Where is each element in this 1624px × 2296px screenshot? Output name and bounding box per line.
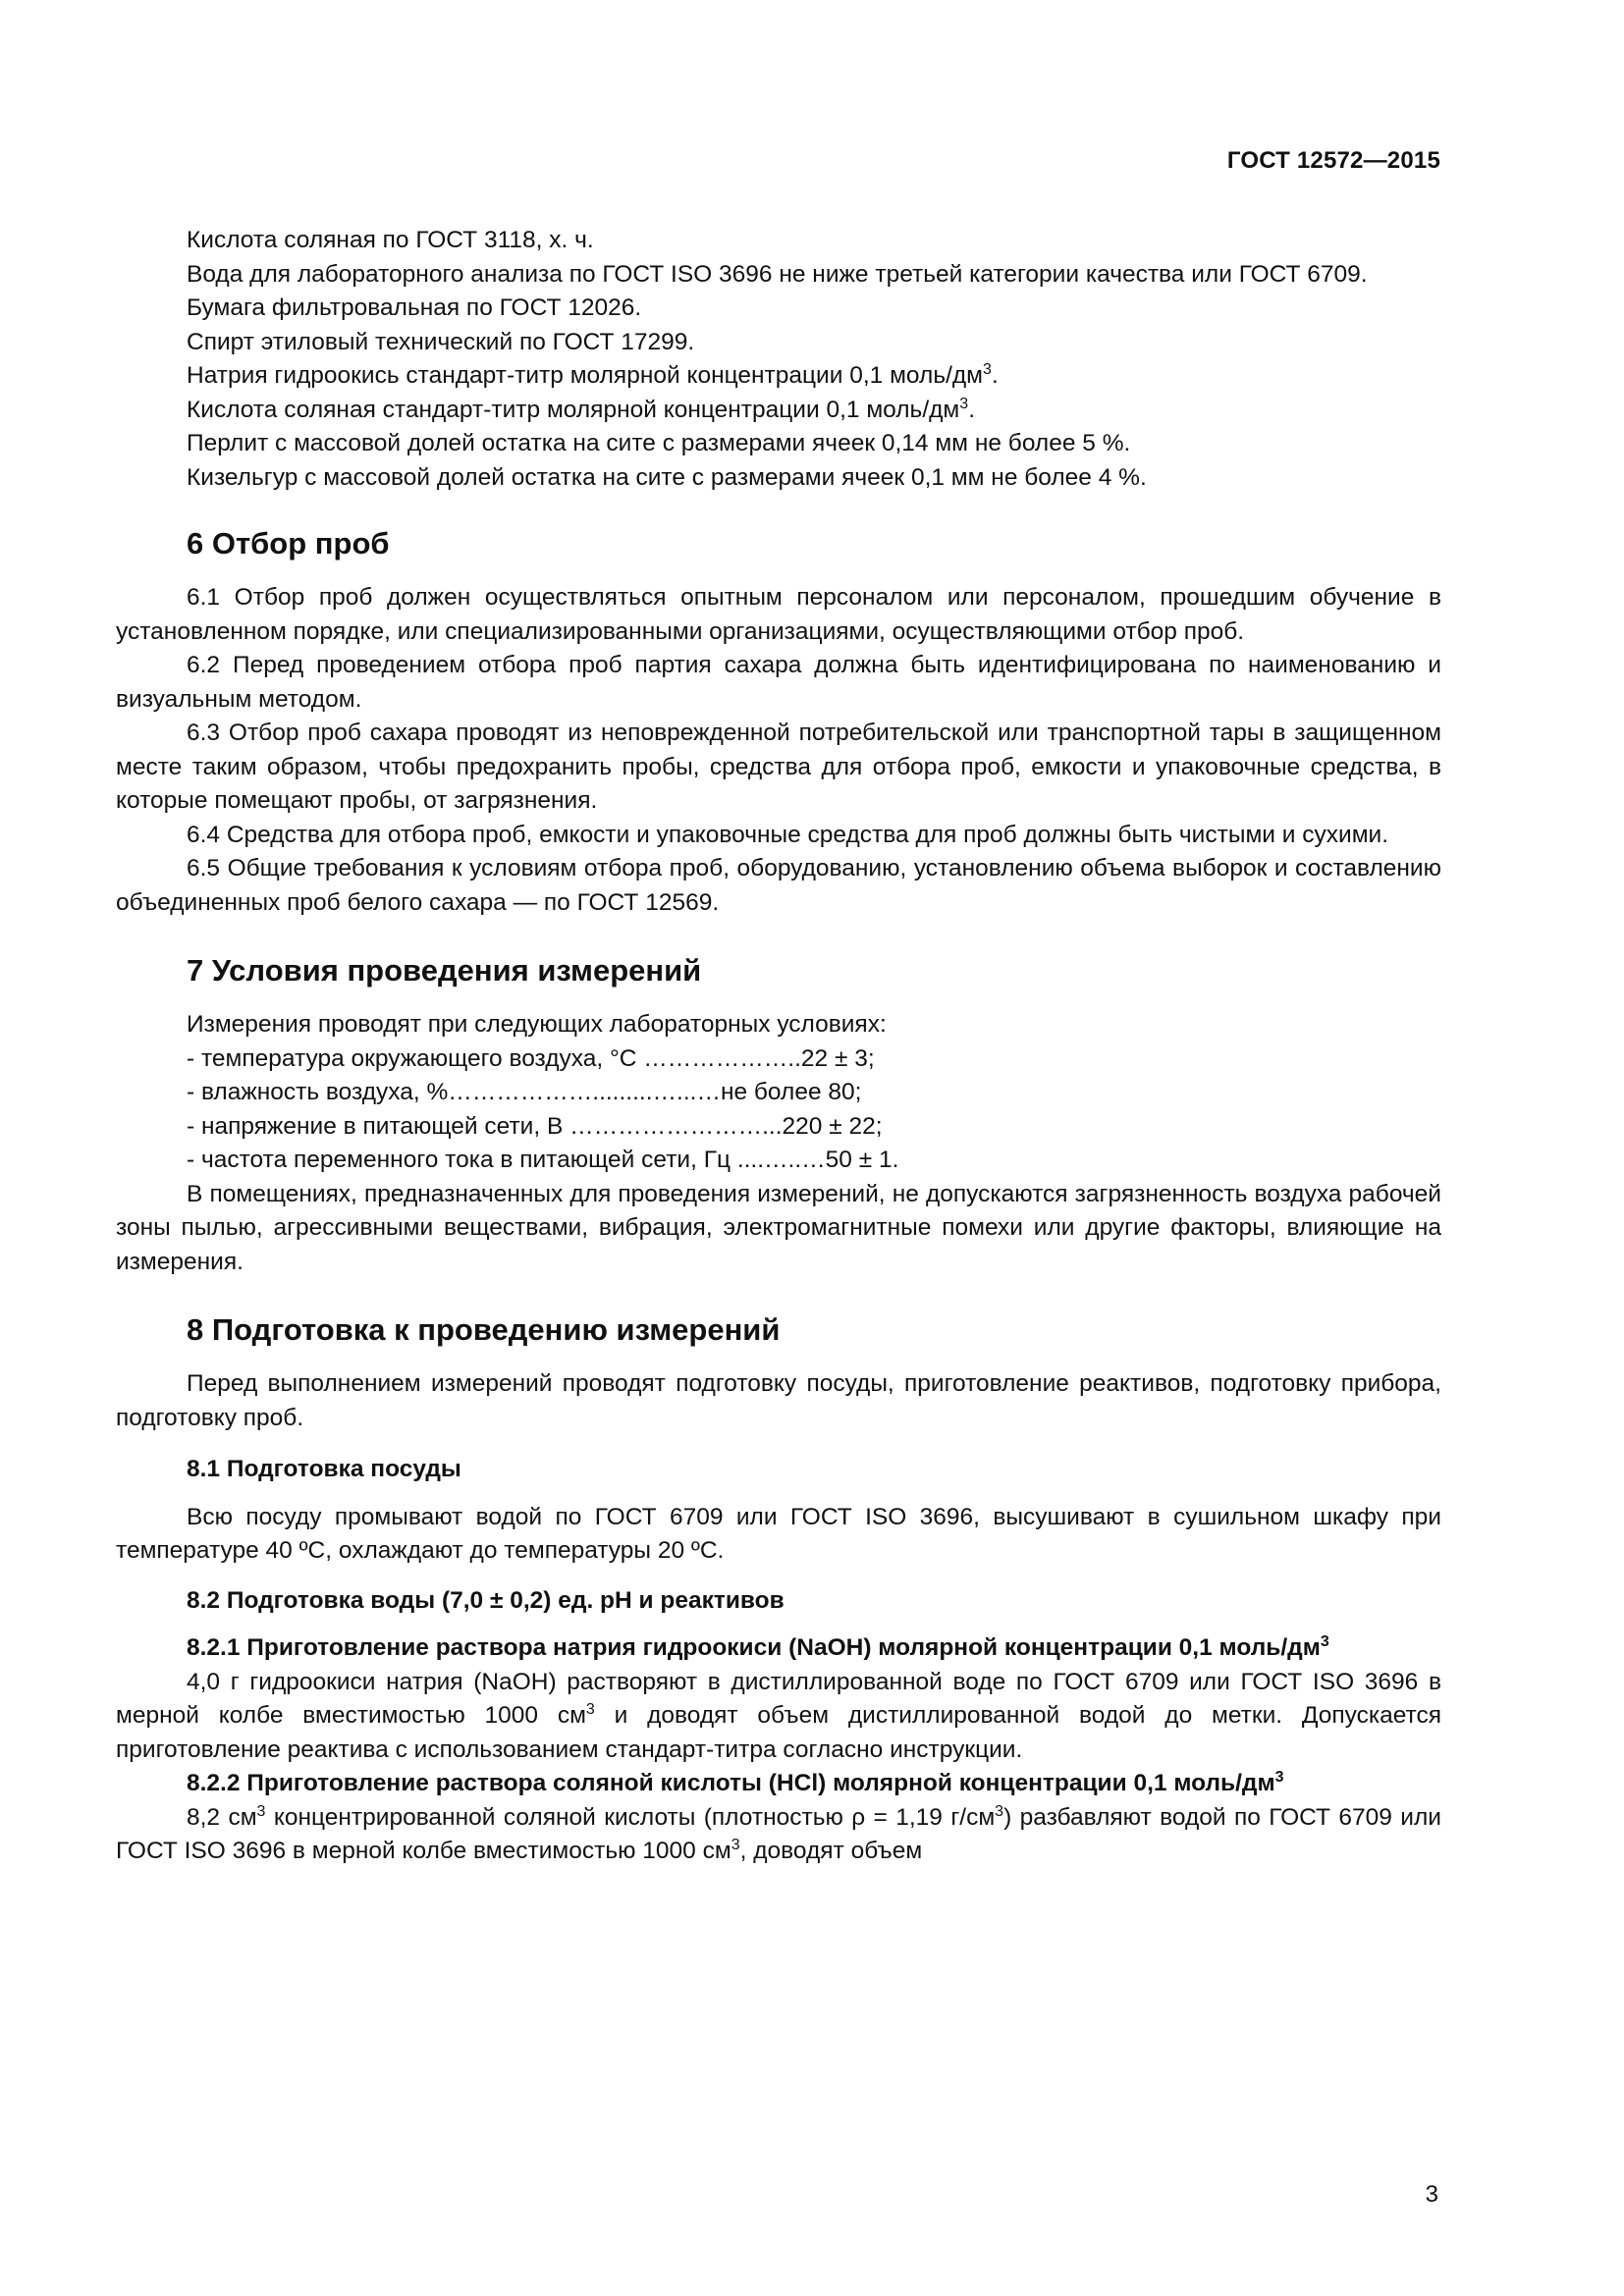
- subsection-heading: [116, 1767, 1441, 1801]
- reagent-text: .: [991, 362, 999, 389]
- reagent-item: Кизельгур с массовой долей остатка на сите с размерами ячеек 0,1 мм не более 4 %.: [187, 463, 1147, 491]
- paragraph-text: концентрированной соляной кислоты (плотностью ρ = 1,19 г/см: [265, 1803, 996, 1831]
- superscript: 3: [995, 1802, 1004, 1820]
- paragraph-text: ) разбавляют водой по ГОСТ 6709 или ГОСТ ISO 3696 в мерной колбе вместимостью 1000 см: [116, 1803, 1441, 1864]
- paragraph: Измерения проводят при следующих лабораторных условиях:: [187, 1011, 887, 1038]
- section-heading: 7 Условия проведения измерений: [187, 953, 702, 988]
- paragraph: 6.1 Отбор проб должен осуществляться опытным персоналом или персоналом, прошедшим обучение в установленном порядке, или специализированными организациями, осуществляющими отбор проб.: [116, 584, 1441, 645]
- section-heading: 8 Подготовка к проведению измерений: [187, 1312, 781, 1347]
- superscript: 3: [1274, 1769, 1284, 1786]
- paragraph: 6.4 Средства для отбора проб, емкости и упаковочные средства для проб должны быть чистыми и сухими.: [187, 821, 1389, 848]
- paragraph-text: 4,0 г гидроокиси натрия (NaOH) растворяют в дистиллированной воде по ГОСТ 6709 или ГОСТ ISO 3696 в мерной колбе вместимостью 1000 см: [116, 1668, 1441, 1729]
- reagent-item: Кислота соляная по ГОСТ 3118, х. ч.: [187, 227, 594, 253]
- reagent-item: Бумага фильтровальная по ГОСТ 12026.: [187, 294, 642, 321]
- paragraph: Перед выполнением измерений проводят подготовку посуды, приготовление реактивов, подготовку прибора, подготовку проб.: [116, 1370, 1441, 1431]
- heading-text: 8.2.1 Приготовление раствора натрия гидроокиси (NaOH) молярной концентрации 0,1 моль/дм: [187, 1634, 1321, 1661]
- reagent-item: Вода для лабораторного анализа по ГОСТ ISO 3696 не ниже третьей категории качества или ГОСТ 6709.: [187, 260, 1368, 288]
- paragraph: 6.5 Общие требования к условиям отбора проб, оборудованию, установлению объема выборок и составлению объединенных проб белого сахара — по ГОСТ 12569.: [116, 855, 1441, 916]
- superscript: 3: [731, 1837, 740, 1853]
- paragraph: Всю посуду промывают водой по ГОСТ 6709 или ГОСТ ISO 3696, высушивают в сушильном шкафу при температуре 40 ºС, охлаждают до температуры 20 ºС.: [116, 1503, 1441, 1564]
- reagent-text: Кислота соляная стандарт-титр молярной концентрации 0,1 моль/дм: [187, 396, 960, 423]
- paragraph-text: и доводят объем дистиллированной водой до метки. Допускается приготовление реактива с использованием стандарт-титра согласно инструкции.: [116, 1702, 1442, 1763]
- superscript: 3: [585, 1701, 595, 1718]
- reagent-text: Натрия гидроокись стандарт-титр молярной концентрации 0,1 моль/дм: [187, 362, 984, 389]
- section-heading: 6 Отбор проб: [187, 526, 390, 561]
- reagent-item: [116, 359, 1441, 394]
- page-content: [116, 224, 1441, 1869]
- condition-item: - влажность воздуха, %……………….........…...…не более 80;: [187, 1079, 862, 1105]
- reagent-text: .: [968, 396, 975, 423]
- superscript: 3: [983, 361, 992, 378]
- reagent-item: Перлит с массовой долей остатка на сите с размерами ячеек 0,14 мм не более 5 %.: [187, 430, 1131, 456]
- paragraph-text: , доводят объем: [739, 1838, 923, 1864]
- paragraph: В помещениях, предназначенных для проведения измерений, не допускаются загрязненность воздуха рабочей зоны пылью, агрессивными веществами, вибрация, электромагнитные помехи или другие факторы, влияющие на измерения.: [116, 1180, 1441, 1275]
- subsection-heading: 8.1 Подготовка посуды: [187, 1456, 461, 1482]
- reagent-item: Спирт этиловый технический по ГОСТ 17299.: [187, 328, 695, 355]
- document-header: ГОСТ 12572—2015: [1226, 147, 1440, 174]
- subsection-heading: [116, 1631, 1441, 1666]
- paragraph: 6.2 Перед проведением отбора проб партия сахара должна быть идентифицирована по наименованию и визуальным методом.: [116, 652, 1441, 713]
- reagent-item: [116, 394, 1441, 428]
- condition-item: - напряжение в питающей сети, В ……………………...220 ± 22;: [187, 1112, 883, 1140]
- superscript: 3: [1320, 1633, 1329, 1650]
- condition-item: - температура окружающего воздуха, °С ………………..22 ± 3;: [187, 1044, 875, 1072]
- superscript: 3: [959, 395, 969, 412]
- subsection-heading: 8.2 Подготовка воды (7,0 ± 0,2) ед. pH и реактивов: [187, 1586, 785, 1614]
- page-number: 3: [1425, 2181, 1438, 2208]
- paragraph: [116, 1666, 1441, 1768]
- superscript: 3: [256, 1802, 266, 1820]
- condition-item: - частота переменного тока в питающей сети, Гц ....…..…50 ± 1.: [187, 1147, 899, 1173]
- paragraph-text: 8,2 см: [187, 1803, 257, 1831]
- paragraph: 6.3 Отбор проб сахара проводят из неповрежденной потребительской или транспортной тары в защищенном месте таким образом, чтобы предохранить пробы, средства для отбора проб, емкости и упаковочные средства, в которые помещают пробы, от загрязнения.: [116, 720, 1441, 814]
- heading-text: 8.2.2 Приготовление раствора соляной кислоты (HCl) молярной концентрации 0,1 моль/дм: [187, 1770, 1275, 1796]
- paragraph: [116, 1801, 1441, 1869]
